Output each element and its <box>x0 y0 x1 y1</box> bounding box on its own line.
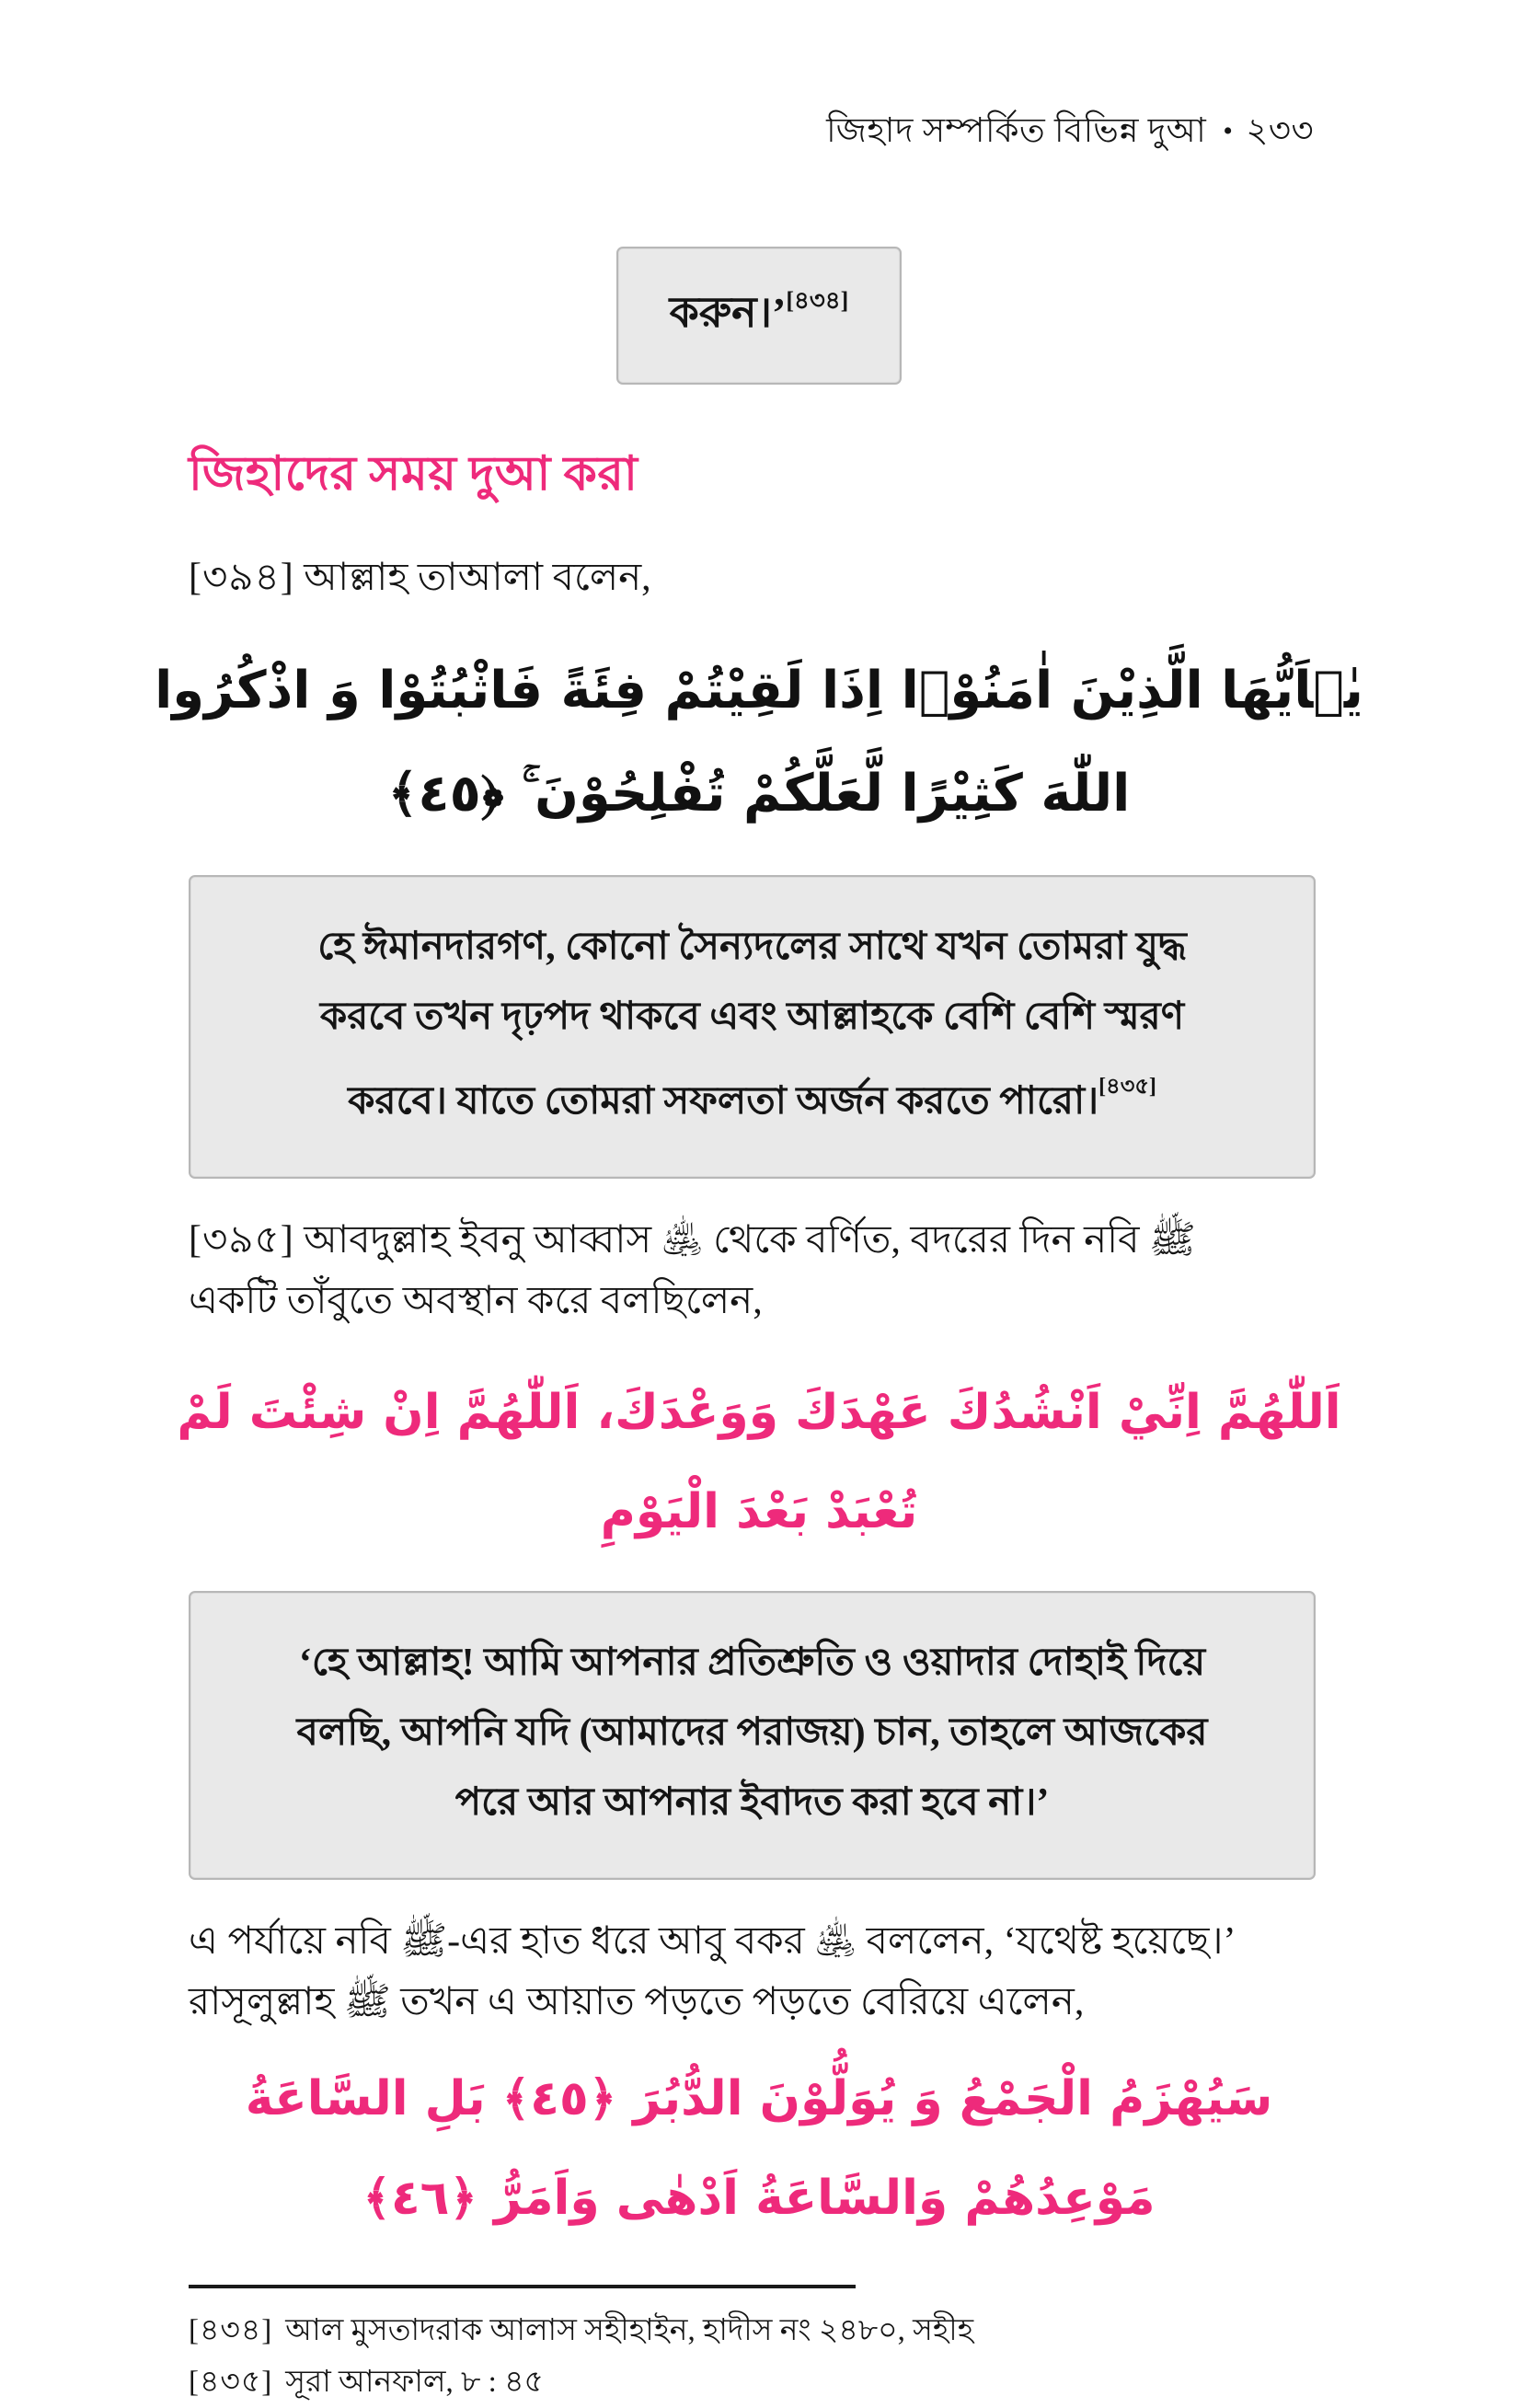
entry-395-narration-line-2: একটি তাঁবুতে অবস্থান করে বলছিলেন, <box>189 1280 763 1322</box>
carryover-text: করুন।’[৪৩৪] <box>669 287 849 336</box>
arabic-dua-line-1: اَللّٰهُمَّ اِنِّيْ اَنْشُدُكَ عَهْدَكَ وَوَعْدَكَ، اَللّٰهُمَّ اِنْ شِئْتَ لَمْ <box>177 1385 1341 1440</box>
carryover-text-box <box>616 247 902 385</box>
footnote-435 <box>189 2356 1316 2408</box>
translation-box-395 <box>189 1591 1316 1880</box>
arabic-verse-line-1: يٰۤاَيُّهَا الَّذِيْنَ اٰمَنُوْۤا اِذَا لَقِيْتُمْ فِئَةً فَاثْبُتُوْا وَ اذْكُرُوا <box>155 661 1363 720</box>
entry-394-number: [৩৯৪] <box>189 557 294 599</box>
footnotes <box>189 2305 1316 2408</box>
footnote-separator <box>189 2285 856 2288</box>
section-heading: জিহাদের সময় দুআ করা <box>189 448 638 501</box>
arabic-verse-2-line-2: مَوْعِدُهُمْ وَالسَّاعَةُ اَدْهٰى وَاَمَرُّ ﴿٤٦﴾ <box>362 2171 1156 2226</box>
arabic-verse-line-2: اللّٰهَ كَثِيْرًا لَّعَلَّكُمْ تُفْلِحُوْنَ ۚ ﴿٤٥﴾ <box>387 764 1131 824</box>
translation-box-394 <box>189 875 1316 1179</box>
entry-395-followup <box>189 1911 1316 2033</box>
translation-395-line-1: ‘হে আল্লাহ! আমি আপনার প্রতিশ্রুতি ও ওয়াদার দোহাই দিয়ে <box>298 1642 1206 1684</box>
footnote-435-label: [৪৩৫] <box>189 2366 273 2399</box>
entry-395-narration-line-1: আবদুল্লাহ ইবনু আব্বাস ﵁ থেকে বর্ণিত, বদরের দিন নবি ﷺ <box>304 1219 1196 1262</box>
page-header <box>0 0 1518 161</box>
chapter-title: জিহাদ সম্পর্কিত বিভিন্ন দুআ <box>826 112 1207 150</box>
footnote-434-text: আল মুসতাদরাক আলাস সহীহাইন, হাদীস নং ২৪৮০, সহীহ <box>285 2314 974 2347</box>
entry-395-followup-line-2: রাসূলুল্লাহ ﷺ তখন এ আয়াত পড়তে পড়তে বেরিয়ে এলেন, <box>189 1981 1085 2023</box>
translation-394-line-1: হে ঈমানদারগণ, কোনো সৈন্যদলের সাথে যখন তোমরা যুদ্ধ <box>317 926 1187 968</box>
translation-394-line-3: করবে। যাতে তোমরা সফলতা অর্জন করতে পারো।[৪৩৫] <box>348 1075 1156 1123</box>
arabic-dua-badr <box>147 1363 1371 1561</box>
footnote-435-text: সূরা আনফাল, ৮ : ৪৫ <box>285 2366 544 2399</box>
arabic-dua-line-2: تُعْبَدْ بَعْدَ الْيَوْمِ <box>600 1484 918 1539</box>
footnote-434 <box>189 2305 1316 2356</box>
entry-395-followup-line-1: এ পর্যায়ে নবি ﷺ-এর হাত ধরে আবু বকর ﵁ বললেন, ‘যথেষ্ট হয়েছে।’ <box>189 1920 1236 1963</box>
entry-394-intro <box>189 547 1316 608</box>
footnote-434-label: [৪৩৪] <box>189 2314 273 2347</box>
entry-395-narration <box>189 1210 1316 1331</box>
arabic-verse-qamar-45-46 <box>147 2049 1371 2248</box>
translation-395-line-3: পরে আর আপনার ইবাদত করা হবে না।’ <box>454 1781 1050 1824</box>
entry-394-intro-text: আল্লাহ তাআলা বলেন, <box>304 557 651 599</box>
translation-395-line-2: বলছি, আপনি যদি (আমাদের পরাজয়) চান, তাহলে আজকের <box>296 1711 1208 1754</box>
entry-395-number: [৩৯৫] <box>189 1219 294 1262</box>
page-number: ২৩৩ <box>1246 112 1314 150</box>
arabic-verse-anfal-45 <box>147 639 1371 846</box>
header-bullet: • <box>1223 116 1234 146</box>
footnote-ref-434: [৪৩৪] <box>786 287 849 314</box>
arabic-verse-2-line-1: سَيُهْزَمُ الْجَمْعُ وَ يُوَلُّوْنَ الدُّبُرَ ﴿٤٥﴾ بَلِ السَّاعَةُ <box>245 2071 1273 2126</box>
footnote-ref-435: [৪৩৫] <box>1098 1075 1156 1099</box>
translation-394-line-2: করবে তখন দৃঢ়পদ থাকবে এবং আল্লাহকে বেশি বেশি স্মরণ <box>319 996 1185 1038</box>
